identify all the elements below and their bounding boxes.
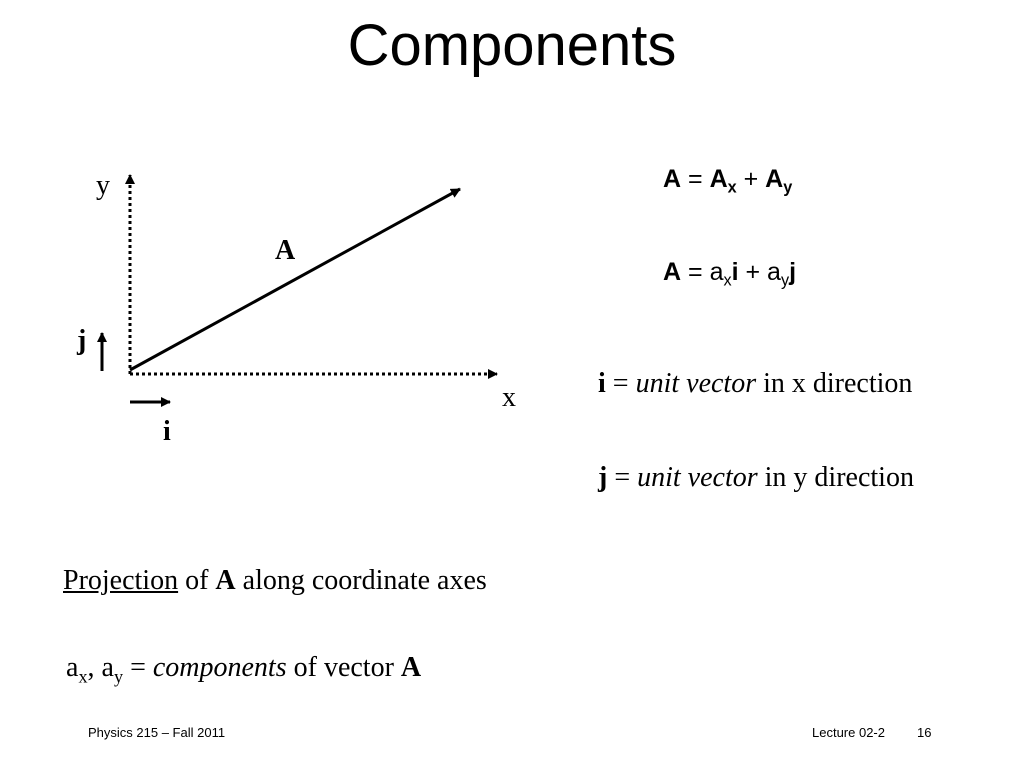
unit-j-label: j <box>77 325 87 356</box>
components-statement: $a_x$, $a_y$ = components of vector A <box>66 652 422 687</box>
i-definition: i = unit vector in x direction <box>598 368 913 399</box>
unit-i-label: i <box>163 416 171 447</box>
eq2-plus: + <box>738 258 768 286</box>
vector-a-label: A <box>275 235 296 266</box>
slide-title: Components <box>347 13 677 78</box>
equation-vector-sum <box>663 165 793 197</box>
eq2-ax: $a_x$ <box>709 258 732 290</box>
footer-page-number: 16 <box>917 725 932 740</box>
eq1-equals: = <box>681 165 710 193</box>
x-axis-label: x <box>502 382 516 413</box>
vector-a-arrow <box>130 189 460 370</box>
eq2-j: j <box>789 258 797 286</box>
footer-course: Physics 215 – Fall 2011 <box>88 725 226 740</box>
eq1-a: A <box>663 165 682 193</box>
footer-lecture: Lecture 02-2 <box>812 725 885 740</box>
eq1-ay: $A_y$ <box>765 165 793 197</box>
eq1-ax: $A_x$ <box>709 165 737 197</box>
eq2-a: A <box>663 258 682 286</box>
projection-statement: Projection of A along coordinate axes <box>63 565 487 596</box>
eq1-plus: + <box>736 165 766 193</box>
eq2-equals: = <box>681 258 710 286</box>
j-definition: j = unit vector in y direction <box>598 462 914 493</box>
equation-unit-vectors <box>663 258 797 290</box>
eq2-i: i <box>731 258 739 286</box>
eq2-ay: $a_y$ <box>767 258 790 290</box>
y-axis-label: y <box>96 170 110 201</box>
projection-word: Projection <box>63 565 179 596</box>
